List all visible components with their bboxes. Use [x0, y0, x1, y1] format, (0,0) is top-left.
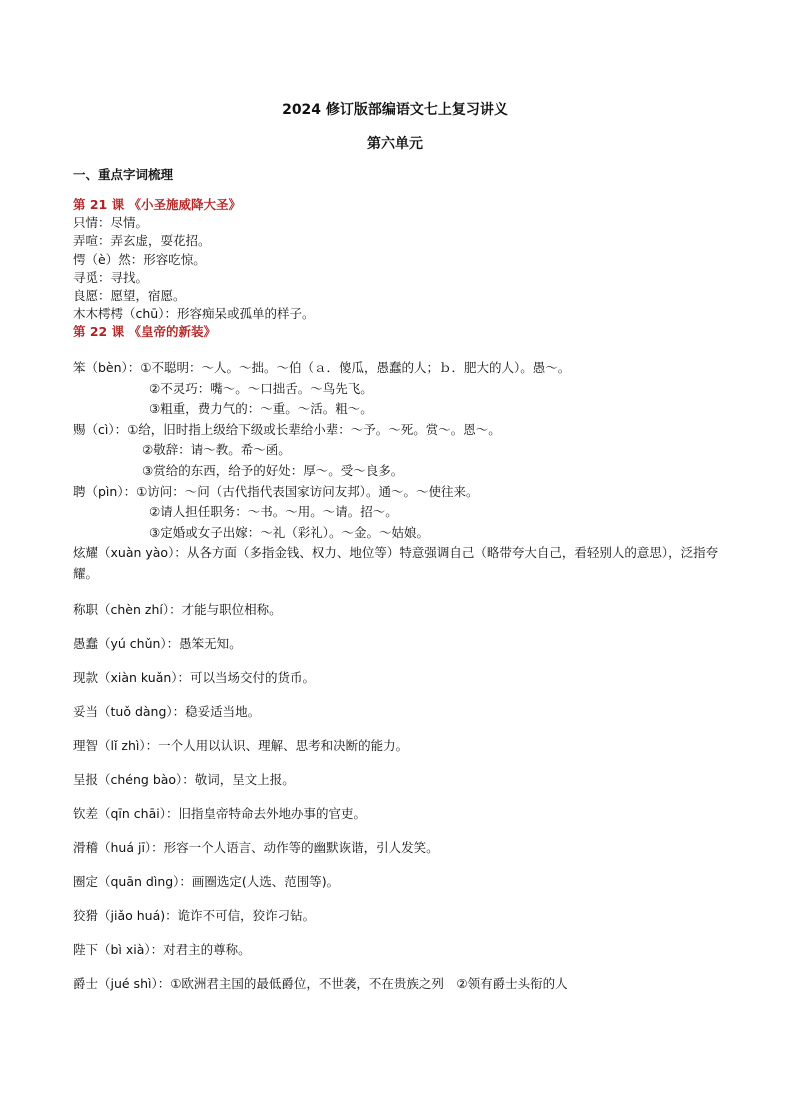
definition-xuanyao: 炫耀（xuàn yào）：从各方面（多指金钱、权力、地位等）特意强调自己（略带夸大自己，看轻别人的意思），泛指夸耀。	[73, 545, 719, 581]
list-item: 称职（chèn zhí）：才能与职位相称。	[73, 602, 282, 617]
vocab-line: 只情：尽情。	[73, 215, 149, 231]
list-item: 呈报（chéng bào）：敬词，呈文上报。	[73, 772, 295, 787]
list-item: 圈定（quān dìng）：画圈选定(人选、范围等)。	[73, 874, 340, 889]
lesson-22-definitions	[73, 358, 733, 585]
list-item: 狡猾（jiǎo huá)：诡诈不可信，狡诈刁钻。	[73, 908, 316, 923]
lesson-21-title: 第 21 课 《小圣施威降大圣》	[73, 197, 241, 212]
list-item: 陛下（bì xià）：对君主的尊称。	[73, 942, 251, 957]
list-item: 钦差（qīn chāi）：旧指皇帝特命去外地办事的官吏。	[73, 806, 366, 821]
page-title: 2024 修订版部编语文七上复习讲义	[282, 102, 508, 118]
list-item: 爵士（jué shì）：①欧洲君主国的最低爵位，不世袭，不在贵族之列 ②领有爵士头衔的人	[73, 976, 568, 991]
list-item: 现款（xiàn kuǎn）：可以当场交付的货币。	[73, 670, 316, 685]
vocab-line: 良愿：愿望，宿愿。	[73, 288, 186, 304]
list-item: 愚蠢（yú chǔn）：愚笨无知。	[73, 636, 242, 651]
vocab-entry-list	[73, 601, 733, 1009]
list-item: 滑稽（huá jī）：形容一个人语言、动作等的幽默诙谐，引人发笑。	[73, 840, 439, 855]
definition-ben-1: 笨（bèn）：①不聪明：～人。～拙。～伯（ａ．傻瓜，愚蠢的人；ｂ．肥大的人）。愚～。	[73, 360, 571, 375]
vocab-line: 愕（è）然：形容吃惊。	[73, 251, 206, 267]
list-item: 妥当（tuǒ dàng）：稳妥适当地。	[73, 704, 261, 719]
definition-ci-1: 赐（cì）：①给，旧时指上级给下级或长辈给小辈：～予。～死。赏～。恩～。	[73, 421, 501, 437]
vocab-line: 寻觅：寻找。	[73, 269, 149, 285]
definition-pin-1: 聘（pìn）：①访问：～问（古代指代表国家访问友邦）。通～。～使往来。	[73, 483, 479, 499]
definition-ben-3: ③粗重，费力气的：～重。～活。粗～。	[149, 401, 373, 417]
definition-ci-3: ③赏给的东西，给予的好处：厚～。受～良多。	[142, 462, 404, 478]
unit-title: 第六单元	[367, 136, 423, 152]
definition-pin-3: ③定婚或女子出嫁：～礼（彩礼）。～金。～姑娘。	[149, 524, 429, 540]
vocab-line: 木木樗樗（chū）：形容痴呆或孤单的样子。	[73, 306, 315, 322]
lesson-22-title: 第 22 课 《皇帝的新装》	[73, 324, 216, 340]
definition-pin-2: ②请人担任职务：～书。～用。～请。招～。	[149, 504, 398, 520]
lesson-21-block	[73, 196, 733, 342]
definition-ben-2: ②不灵巧：嘴～。～口拙舌。～鸟先飞。	[149, 380, 373, 396]
section-heading: 一、重点字词梳理	[73, 167, 174, 182]
vocab-line: 弄喧：弄玄虚，耍花招。	[73, 233, 211, 249]
list-item: 理智（lǐ zhì）：一个人用以认识、理解、思考和决断的能力。	[73, 738, 409, 753]
definition-ci-2: ②敬辞：请～教。希～函。	[142, 442, 291, 458]
